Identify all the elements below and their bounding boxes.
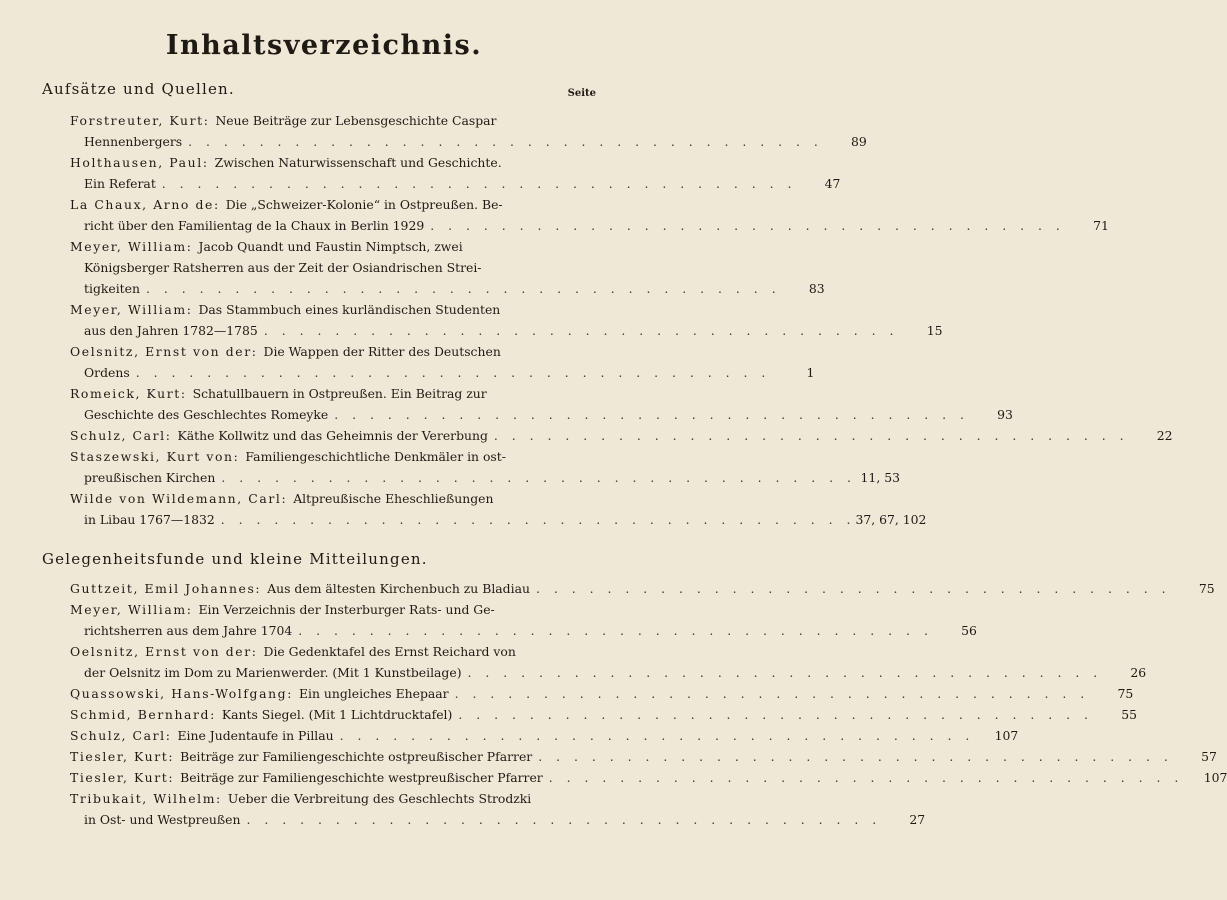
entry-author: Quassowski, Hans-Wolfgang:: [70, 686, 293, 701]
page-number: 22: [1156, 428, 1173, 443]
leader-dots: . . . . . . . . . . . . . . . . . . . . . . . . . . . . . . . . . . . .: [145, 281, 781, 296]
toc-entry: [70, 599, 977, 641]
toc-entry: [70, 683, 1134, 704]
leader-dots: . . . . . . . . . . . . . . . . . . . . . . . . . . . . . . . . . . . .: [339, 728, 975, 743]
entry-title: Schatullbauern in Ostpreußen. Ein Beitrag zur: [192, 386, 487, 401]
entry-author: Schulz, Carl:: [70, 728, 172, 743]
page-number: 57: [1201, 749, 1217, 764]
entry-author: Staszewski, Kurt von:: [70, 449, 240, 464]
leader-dots: . . . . . . . . . . . . . . . . . . . . . . . . . . . . . . . . . . . .: [535, 581, 1171, 596]
entry-title: Aus dem ältesten Kirchenbuch zu Bladiau: [267, 581, 530, 596]
leader-dots: . . . . . . . . . . . . . . . . . . . . . . . . . . . . . . . . . . . .: [298, 623, 933, 638]
toc-entry: [70, 194, 1109, 236]
entry-author: Schulz, Carl:: [70, 428, 172, 443]
page-number: 71: [1093, 218, 1109, 233]
toc-entry: [70, 383, 1013, 425]
page-number: 1: [806, 365, 815, 380]
leader-dots: . . . . . . . . . . . . . . . . . . . . . . . . . . . . . . . . . . . .: [263, 323, 899, 338]
page-number: 93: [997, 407, 1013, 422]
leader-dots: . . . . . . . . . . . . . . . . . . . . . . . . . . . . . . . . . . . .: [220, 512, 856, 527]
entry-title-continued: Königsberger Ratsherren aus der Zeit der Osiandrischen Strei-: [84, 260, 482, 275]
leader-dots: . . . . . . . . . . . . . . . . . . . . . . . . . . . . . . . . . . . .: [135, 365, 771, 380]
entry-title: Kants Siegel. (Mit 1 Lichtdrucktafel): [221, 707, 453, 722]
page-number: 26: [1130, 665, 1147, 680]
entry-title: Jacob Quandt und Faustin Nimptsch, zwei: [198, 239, 463, 254]
entry-author: Meyer, William:: [70, 239, 193, 254]
toc-entry: [70, 110, 867, 152]
entry-title: Altpreußische Eheschließungen: [293, 491, 494, 506]
entry-title-continued: Geschichte des Geschlechtes Romeyke: [84, 407, 329, 422]
toc-entry: [70, 446, 900, 488]
leader-dots: . . . . . . . . . . . . . . . . . . . . . . . . . . . . . . . . . . . .: [548, 770, 1184, 785]
page-number: 75: [1198, 581, 1215, 596]
notes-list: [70, 578, 1227, 830]
entry-title: Die „Schweizer-Kolonie“ in Ostpreußen. Be-: [225, 197, 503, 212]
leader-dots: . . . . . . . . . . . . . . . . . . . . . . . . . . . . . . . . . . . .: [467, 665, 1103, 680]
entry-title: Eine Judentaufe in Pillau: [177, 728, 334, 743]
entry-title: Die Gedenktafel des Ernst Reichard von: [263, 644, 516, 659]
leader-dots: . . . . . . . . . . . . . . . . . . . . . . . . . . . . . . . . . . . .: [493, 428, 1129, 443]
page-number: 83: [808, 281, 825, 296]
page-number: 55: [1121, 707, 1137, 722]
page-column-label: Seite: [567, 88, 596, 99]
section-heading-essays: Aufsätze und Quellen.: [42, 80, 235, 98]
toc-entry: [70, 788, 926, 830]
entry-author: Romeick, Kurt:: [70, 386, 187, 401]
toc-entry: [70, 704, 1137, 725]
page-number: 56: [961, 623, 977, 638]
leader-dots: . . . . . . . . . . . . . . . . . . . . . . . . . . . . . . . . . . . .: [246, 812, 882, 827]
bleed-through-text: [0, 0, 648, 28]
entry-title: Das Stammbuch eines kurländischen Studenten: [198, 302, 501, 317]
entry-title-continued: richt über den Familientag de la Chaux in Berlin 1929: [84, 218, 425, 233]
entry-title: Käthe Kollwitz und das Geheimnis der Vererbung: [177, 428, 488, 443]
entry-title-continued: Hennenbergers: [84, 134, 183, 149]
essays-list: [70, 110, 1173, 530]
entry-author: Meyer, William:: [70, 302, 193, 317]
page-number: 11, 53: [860, 470, 900, 485]
entry-title-continued: tigkeiten: [84, 281, 140, 296]
toc-entry: [70, 299, 943, 341]
entry-title: Beiträge zur Familiengeschichte ostpreußischer Pfarrer: [180, 749, 533, 764]
leader-dots: . . . . . . . . . . . . . . . . . . . . . . . . . . . . . . . . . . . .: [221, 470, 856, 485]
entry-title: Ein ungleiches Ehepaar: [298, 686, 449, 701]
entry-author: Tiesler, Kurt:: [70, 770, 175, 785]
entry-title-continued: preußischen Kirchen: [84, 470, 216, 485]
entry-title: Ein Verzeichnis der Insterburger Rats- und Ge-: [198, 602, 495, 617]
toc-entry: [70, 725, 1019, 746]
entry-title-continued: in Libau 1767—1832: [84, 512, 215, 527]
entry-title-continued: richtsherren aus dem Jahre 1704: [84, 623, 293, 638]
entry-title: Familiengeschichtliche Denkmäler in ost-: [245, 449, 506, 464]
entry-author: Schmid, Bernhard:: [70, 707, 216, 722]
toc-entry: [70, 767, 1227, 788]
entry-author: Guttzeit, Emil Johannes:: [70, 581, 262, 596]
page-title: Inhaltsverzeichnis.: [165, 30, 483, 61]
leader-dots: . . . . . . . . . . . . . . . . . . . . . . . . . . . . . . . . . . . .: [538, 749, 1173, 764]
section-heading-notes: Gelegenheitsfunde und kleine Mitteilungen.: [42, 550, 428, 568]
entry-title-continued: Ordens: [84, 365, 130, 380]
leader-dots: . . . . . . . . . . . . . . . . . . . . . . . . . . . . . . . . . . . .: [334, 407, 969, 422]
page-number: 75: [1117, 686, 1134, 701]
leader-dots: . . . . . . . . . . . . . . . . . . . . . . . . . . . . . . . . . . . .: [430, 218, 1065, 233]
entry-title-continued: der Oelsnitz im Dom zu Marienwerder. (Mit 1 Kunstbeilage): [84, 665, 462, 680]
entry-title-continued: aus den Jahren 1782—1785: [84, 323, 258, 338]
entry-author: Meyer, William:: [70, 602, 193, 617]
toc-entry: [70, 746, 1217, 767]
entry-author: Forstreuter, Kurt:: [70, 113, 210, 128]
leader-dots: . . . . . . . . . . . . . . . . . . . . . . . . . . . . . . . . . . . .: [458, 707, 1093, 722]
entry-title-continued: in Ost- und Westpreußen: [84, 812, 241, 827]
toc-entry: [70, 488, 927, 530]
toc-entry: [70, 341, 815, 383]
entry-title-continued: Ein Referat: [84, 176, 156, 191]
entry-author: Wilde von Wildemann, Carl:: [70, 491, 288, 506]
entry-author: Tribukait, Wilhelm:: [70, 791, 222, 806]
page-number: 89: [851, 134, 867, 149]
toc-entry: [70, 236, 825, 299]
entry-title: Neue Beiträge zur Lebensgeschichte Caspar: [215, 113, 497, 128]
entry-author: Oelsnitz, Ernst von der:: [70, 344, 258, 359]
toc-entry: [70, 152, 841, 194]
entry-author: Tiesler, Kurt:: [70, 749, 175, 764]
entry-author: Oelsnitz, Ernst von der:: [70, 644, 258, 659]
entry-title: Die Wappen der Ritter des Deutschen: [263, 344, 501, 359]
entry-author: Holthausen, Paul:: [70, 155, 209, 170]
toc-entry: [70, 578, 1215, 599]
entry-title: Zwischen Naturwissenschaft und Geschichte.: [214, 155, 502, 170]
leader-dots: . . . . . . . . . . . . . . . . . . . . . . . . . . . . . . . . . . . .: [454, 686, 1090, 701]
entry-title: Ueber die Verbreitung des Geschlechts Strodzki: [227, 791, 532, 806]
toc-entry: [70, 641, 1147, 683]
page-number: 27: [909, 812, 926, 827]
page-number: 47: [824, 176, 841, 191]
page-number: 15: [926, 323, 943, 338]
page-number: 37, 67, 102: [855, 512, 927, 527]
page-number: 107: [1203, 770, 1227, 785]
leader-dots: . . . . . . . . . . . . . . . . . . . . . . . . . . . . . . . . . . . .: [188, 134, 823, 149]
toc-entry: [70, 425, 1173, 446]
entry-title: Beiträge zur Familiengeschichte westpreußischer Pfarrer: [180, 770, 543, 785]
page-number: 107: [994, 728, 1019, 743]
entry-author: La Chaux, Arno de:: [70, 197, 220, 212]
leader-dots: . . . . . . . . . . . . . . . . . . . . . . . . . . . . . . . . . . . .: [161, 176, 797, 191]
